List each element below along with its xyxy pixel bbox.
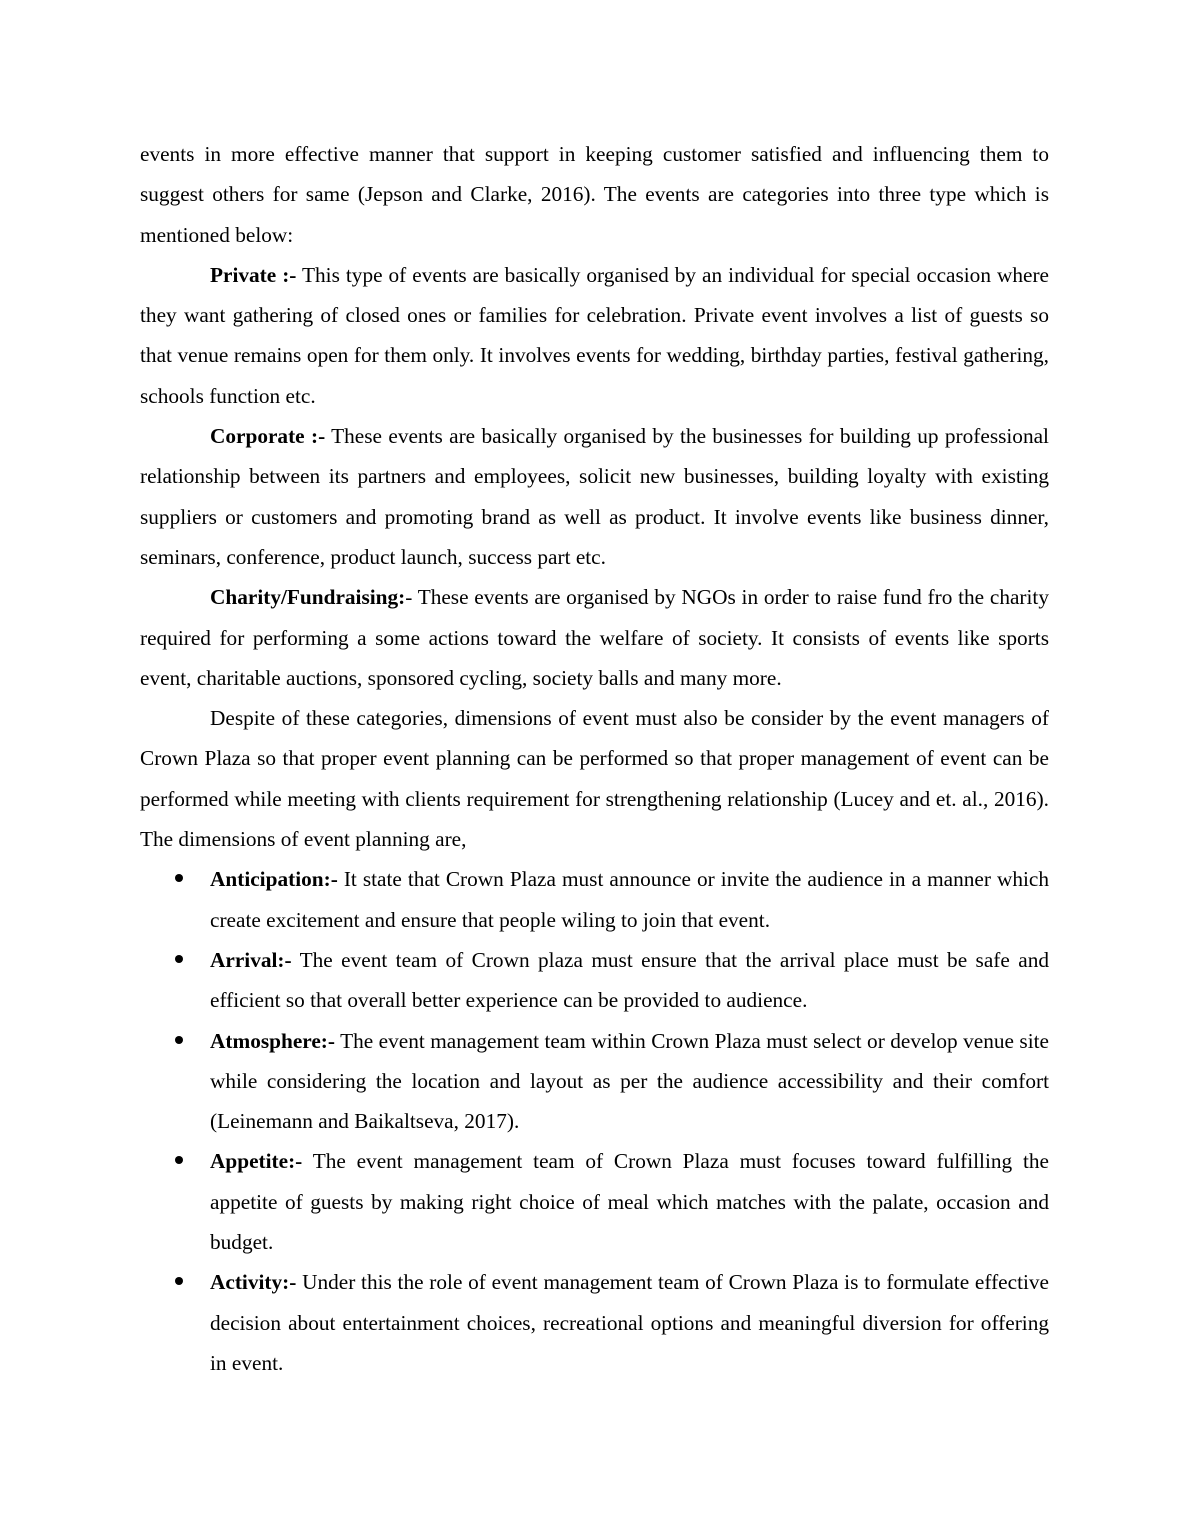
category-private: [140, 255, 1049, 416]
intro-paragraph: [140, 134, 1049, 255]
list-item-arrival: [140, 940, 1049, 1021]
dimensions-intro-paragraph: [140, 698, 1049, 859]
dimensions-intro-text: Despite of these categories, dimensions of event must also be consider by the event managers of Crown Plaza so that proper event planning can be performed so that proper management of event can be performed while meeting with clients requirement for strengthening relationship (Lucey and et. al., 2016). The dimensions of event planning are,: [140, 706, 1049, 852]
category-charity: [140, 577, 1049, 698]
document-page: [140, 134, 1049, 1383]
dimension-term: Atmosphere:-: [210, 1028, 335, 1053]
dimension-term: Activity:-: [210, 1270, 297, 1295]
dimension-text: The event team of Crown plaza must ensure that the arrival place must be safe and efficient so that overall better experience can be provided to audience.: [210, 947, 1049, 1013]
dimension-term: Arrival:-: [210, 947, 292, 972]
bullet-icon: [175, 955, 183, 963]
list-item-anticipation: [140, 859, 1049, 940]
bullet-icon: [175, 1277, 183, 1285]
bullet-icon: [175, 874, 183, 882]
dimension-text: Under this the role of event management team of Crown Plaza is to formulate effective decision about entertainment choices, recreational options and meaningful diversion for offering in event.: [210, 1270, 1049, 1375]
list-item-activity: [140, 1262, 1049, 1383]
category-text: - These events are organised by NGOs in order to raise fund fro the charity required for performing a some actions toward the welfare of society. It consists of events like sports event, charitable auctions, sponsored cycling, society balls and many more.: [140, 585, 1049, 690]
dimension-text: The event management team of Crown Plaza must focuses toward fulfilling the appetite of guests by making right choice of meal which matches with the palate, occasion and budget.: [210, 1149, 1049, 1255]
bullet-icon: [175, 1156, 183, 1164]
bullet-icon: [175, 1036, 183, 1044]
category-term: Private :-: [210, 262, 297, 287]
category-term: Charity/Fundraising:: [210, 585, 406, 610]
dimension-text: The event management team within Crown Plaza must select or develop venue site while considering the location and layout as per the audience accessibility and their comfort (Leinemann and Baikaltseva, 2017).: [210, 1028, 1049, 1134]
dimension-text: It state that Crown Plaza must announce or invite the audience in a manner which create excitement and ensure that people wiling to join that event.: [210, 867, 1049, 932]
category-corporate: [140, 416, 1049, 577]
dimensions-list: [140, 859, 1049, 1383]
category-text: These events are basically organised by the businesses for building up professional relationship between its partners and employees, solicit new businesses, building loyalty with existing suppliers or customers and promoting brand as well as product. It involve events like business dinner, seminars, conference, product launch, success part etc.: [140, 424, 1049, 569]
category-text: This type of events are basically organised by an individual for special occasion where they want gathering of closed ones or families for celebration. Private event involves a list of guests so that venue remains open for them only. It involves events for wedding, birthday parties, festival gathering, schools function etc.: [140, 262, 1049, 408]
category-term: Corporate :-: [210, 424, 326, 449]
intro-text: events in more effective manner that support in keeping customer satisfied and influencing them to suggest others for same (Jepson and Clarke, 2016). The events are categories into three type which is mentioned below:: [140, 142, 1049, 247]
dimension-term: Appetite:-: [210, 1149, 303, 1174]
list-item-atmosphere: [140, 1021, 1049, 1142]
list-item-appetite: [140, 1141, 1049, 1262]
dimension-term: Anticipation:-: [210, 867, 338, 892]
